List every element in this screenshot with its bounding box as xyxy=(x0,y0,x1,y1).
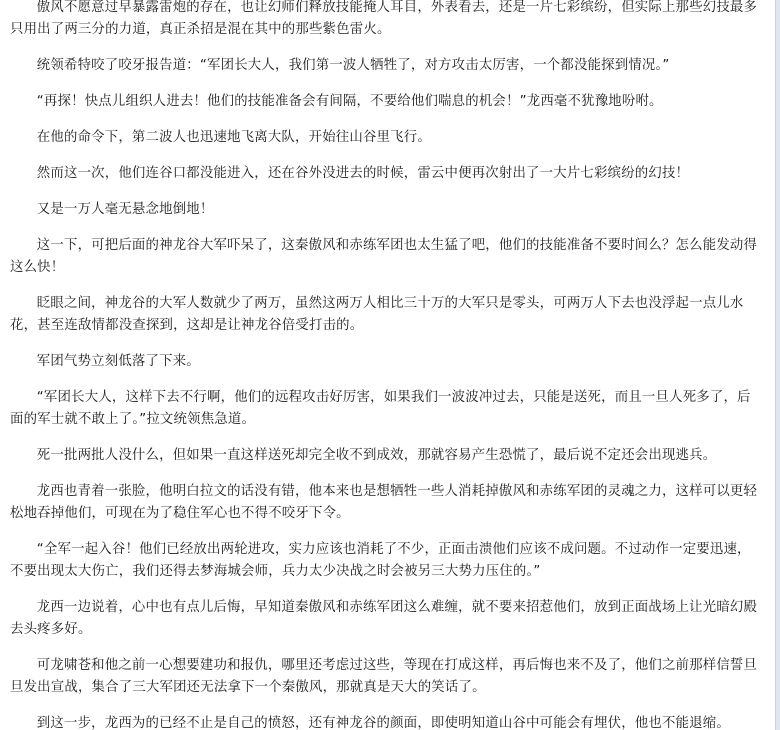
paragraph: 然而这一次，他们连谷口都没能进入，还在谷外没进去的时候，雷云中便再次射出了一大片七彩缤纷的幻技！ xyxy=(36,166,690,181)
paragraph: 傲风不愿意过早暴露雷炮的存在，也让幻师们释放技能掩人耳目，外表看去，还是一片七彩缤纷，但实际上那些幻技最多只用出了两三分的力道，真正杀招是混在其中的那些紫色雷火。 xyxy=(10,0,758,37)
paragraph: 死一批两批人没什么，但如果一直这样送死却完全收不到成效，那就容易产生恐慌了，最后说不定还会出现逃兵。 xyxy=(36,448,717,463)
article-body xyxy=(10,0,761,730)
paragraph: “再探！快点儿组织人进去！他们的技能准备会有间隔，不要给他们喘息的机会！”龙西毫不犹豫地吩咐。 xyxy=(36,94,663,109)
paragraph: 眨眼之间，神龙谷的大军人数就少了两万，虽然这两万人相比三十万的大军只是零头，可两万人下去也没浮起一点儿水花，甚至连敌情都没查探到，这却是让神龙谷倍受打击的。 xyxy=(10,296,744,333)
paragraph: 龙西一边说着，心中也有点儿后悔，早知道秦傲风和赤练军团这么难缠，就不要来招惹他们，放到正面战场上让光暗幻殿去头疼多好。 xyxy=(10,600,758,637)
paragraph: 军团气势立刻低落了下来。 xyxy=(36,354,200,369)
paragraph: 可龙啸苍和他之前一心想要建功和报仇，哪里还考虑过这些，等现在打成这样，再后悔也来不及了，他们之前那样信誓旦旦发出宣战，集合了三大军团还无法拿下一个秦傲风，那就真是天大的笑话了。 xyxy=(10,658,758,695)
paragraph: “全军一起入谷！他们已经放出两轮进攻，实力应该也消耗了不少，正面击溃他们应该不成问题。不过动作一定要迅速，不要出现太大伤亡，我们还得去梦海城会师，兵力太少决战之时会被另三大势力压住的。” xyxy=(10,542,751,579)
paragraph: 到这一步，龙西为的已经不止是自己的愤怒，还有神龙谷的颜面，即使明知道山谷中可能会有埋伏，他也不能退缩。 xyxy=(36,716,730,730)
paragraph: “军团长大人，这样下去不行啊，他们的远程攻击好厉害，如果我们一波波冲过去，只能是送死，而且一旦人死多了，后面的军士就不敢上了。”拉文统领焦急道。 xyxy=(10,390,751,427)
paragraph: 又是一万人毫无悬念地倒地！ xyxy=(36,202,214,217)
paragraph: 统领希特咬了咬牙报告道：“军团长大人，我们第一波人牺牲了，对方攻击太厉害，一个都没能探到情况。” xyxy=(36,58,670,73)
paragraph: 龙西也青着一张脸，他明白拉文的话没有错，他本来也是想牺牲一些人消耗掉傲风和赤练军团的灵魂之力，这样可以更轻松地吞掉他们，可现在为了稳住军心也不得不咬牙下令。 xyxy=(10,484,758,521)
vertical-scrollbar[interactable] xyxy=(775,0,780,730)
paragraph: 这一下，可把后面的神龙谷大军吓呆了，这秦傲风和赤练军团也太生猛了吧，他们的技能准备不要时间么？怎么能发动得这么快！ xyxy=(10,238,758,275)
paragraph: 在他的命令下，第二波人也迅速地飞离大队，开始往山谷里飞行。 xyxy=(36,130,431,145)
